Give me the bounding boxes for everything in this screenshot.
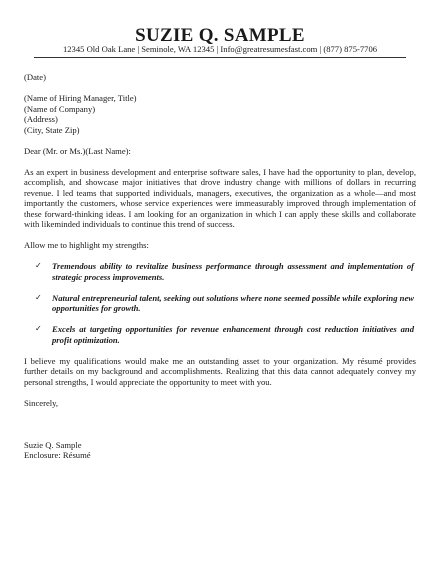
header-divider: [34, 57, 406, 58]
strength-text: Natural entrepreneurial talent, seeking out solutions where none seemed possible while exploring new opportunities for growth.: [52, 292, 414, 313]
recipient-line: (Name of Hiring Manager, Title): [24, 93, 137, 103]
recipient-block: [24, 93, 416, 135]
recipient-line: (Name of Company): [24, 103, 96, 114]
signature-name: Suzie Q. Sample: [24, 439, 82, 450]
contact-line: 12345 Old Oak Lane | Seminole, WA 12345 | Info@greatresumesfast.com | (877) 875-7706: [62, 44, 378, 54]
strength-text: Excels at targeting opportunities for revenue enhancement through cost reduction initiatives and profit optimization.: [52, 324, 414, 345]
strength-item: [24, 324, 416, 345]
checkmark-icon: ✓: [35, 292, 42, 302]
enclosure-note: Enclosure: Résumé: [24, 450, 91, 460]
letter-date: (Date): [24, 72, 46, 82]
salutation: Dear (Mr. or Ms.)(Last Name):: [24, 145, 131, 156]
closing-paragraph: I believe my qualifications would make me an outstanding asset to your organization. My résumé provides further details on my background and accomplishments. Realizing that this data cannot adequately convey my personal strengths, I would appreciate the opportunity to meet with you.: [24, 355, 416, 387]
applicant-name: SUZIE Q. SAMPLE: [135, 25, 305, 46]
signoff: Sincerely,: [24, 397, 59, 408]
intro-paragraph: As an expert in business development and enterprise software sales, I have had the opportunity to plan, develop, accomplish, and showcase major initiatives that drove industry change with millions of dollars in recurring revenue. I led teams that supported individuals, managers, executives, the organization as a whole—and most importantly the customers, whose service experiences were immeasurably improved through implementation of these forward-thinking ideas. I am looking for an organization in which I can apply these skills and collaborate with likeminded individuals to continue this trend of success.: [24, 166, 416, 229]
strengths-list: [24, 261, 416, 345]
strength-item: [24, 293, 416, 314]
recipient-line: (Address): [24, 114, 58, 124]
checkmark-icon: ✓: [35, 324, 42, 333]
strength-item: [24, 261, 416, 282]
letter-body: [24, 72, 416, 461]
strength-text: Tremendous ability to revitalize business performance through assessment and implementation of strategic process improvements.: [52, 261, 414, 282]
checkmark-icon: ✓: [35, 261, 42, 270]
strengths-lead-in: Allow me to highlight my strengths:: [24, 240, 149, 250]
recipient-line: (City, State Zip): [24, 124, 80, 135]
